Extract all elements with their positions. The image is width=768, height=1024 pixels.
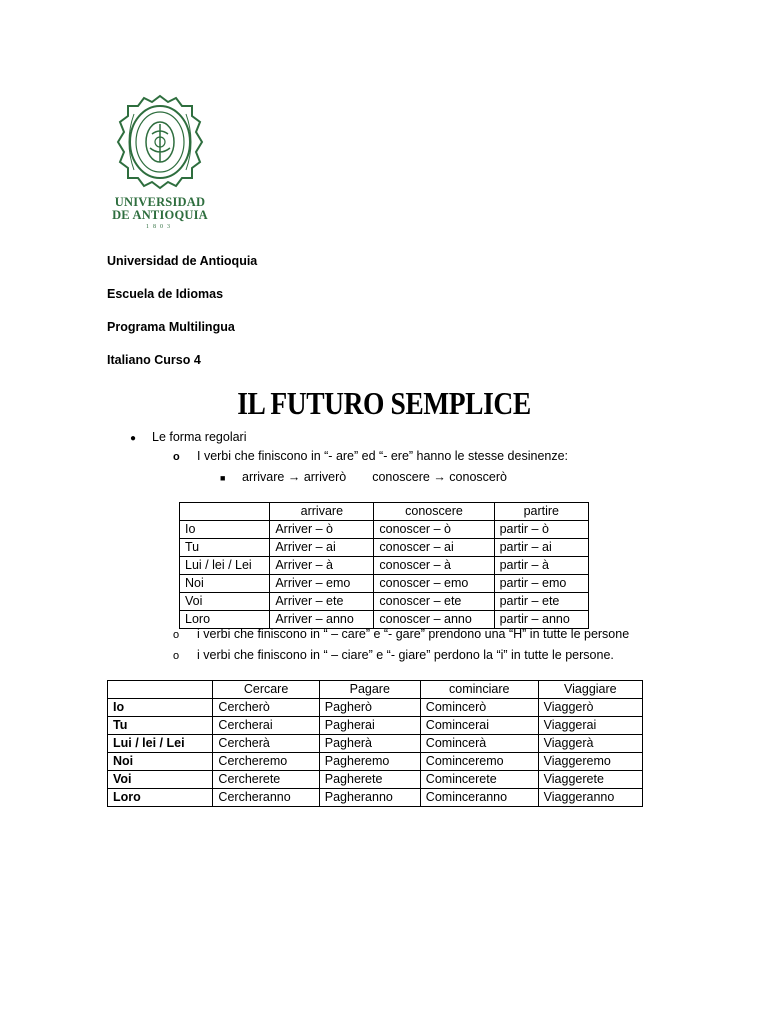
table-header-cell: arrivare	[270, 503, 374, 521]
table-cell: Viaggerò	[538, 699, 642, 717]
table-row	[108, 789, 643, 807]
note-ciare-giare	[173, 648, 614, 662]
bullet-square-icon: ■	[220, 473, 226, 483]
table-cell: Viaggeremo	[538, 753, 642, 771]
table-row	[180, 575, 589, 593]
table-cell: Pagherete	[319, 771, 420, 789]
pronoun-cell: Voi	[180, 593, 270, 611]
table-cell: Arriver – ò	[270, 521, 374, 539]
table-row	[108, 753, 643, 771]
table-cell: Cercherò	[213, 699, 319, 717]
table-header-row	[180, 503, 589, 521]
bullet-level3	[220, 470, 507, 484]
table-row	[180, 557, 589, 575]
table-header-cell	[108, 681, 213, 699]
bullet-level1-text: Le forma regolari	[152, 430, 247, 444]
pronoun-cell: Io	[180, 521, 270, 539]
table-cell: Cominceranno	[420, 789, 538, 807]
pronoun-cell: Loro	[108, 789, 213, 807]
table-row	[108, 717, 643, 735]
pronoun-cell: Noi	[108, 753, 213, 771]
table-cell: Arriver – emo	[270, 575, 374, 593]
pronoun-cell: Loro	[180, 611, 270, 629]
page-title: IL FUTURO SEMPLICE	[237, 385, 531, 421]
bullet-dot-icon: ●	[130, 433, 137, 444]
table-cell: conoscer – à	[374, 557, 494, 575]
university-seal-icon	[104, 92, 216, 192]
logo-text-line1: UNIVERSIDAD	[114, 195, 206, 209]
pronoun-cell: Tu	[108, 717, 213, 735]
table-cell: Comincerete	[420, 771, 538, 789]
bullet-circle-icon: o	[173, 629, 180, 641]
header-program: Programa Multilingua	[107, 320, 235, 334]
table-cell: Cercherete	[213, 771, 319, 789]
header-course: Italiano Curso 4	[107, 353, 201, 367]
pronoun-cell: Lui / lei / Lei	[180, 557, 270, 575]
table-row	[180, 539, 589, 557]
table-cell: partir – à	[494, 557, 588, 575]
table-header-cell: Cercare	[213, 681, 319, 699]
table-cell: Pagheranno	[319, 789, 420, 807]
pronoun-cell: Noi	[180, 575, 270, 593]
table-cell: conoscer – ai	[374, 539, 494, 557]
table-header-cell: Viaggiare	[538, 681, 642, 699]
note-care-gare-text: i verbi che finiscono in “ – care” e “- gare” prendono una “H” in tutte le persone	[197, 627, 630, 641]
table-cell: Viaggerete	[538, 771, 642, 789]
table-cell: conoscer – ete	[374, 593, 494, 611]
spelling-change-verbs-table	[107, 680, 643, 807]
table-cell: partir – emo	[494, 575, 588, 593]
table-cell: Pagheremo	[319, 753, 420, 771]
table-cell: Viaggeranno	[538, 789, 642, 807]
pronoun-cell: Tu	[180, 539, 270, 557]
example-conoscere: conoscere → conoscerò	[372, 470, 507, 484]
logo-text-line2: DE ANTIOQUIA	[112, 208, 208, 222]
table-cell: Pagherò	[319, 699, 420, 717]
table-cell: partir – anno	[494, 611, 588, 629]
table-header-cell: partire	[494, 503, 588, 521]
table-cell: Arriver – ai	[270, 539, 374, 557]
table-cell: Cercherai	[213, 717, 319, 735]
bullet-level2	[173, 449, 568, 463]
regular-verbs-table	[179, 502, 589, 629]
table-cell: Viaggerai	[538, 717, 642, 735]
header-university: Universidad de Antioquia	[107, 254, 258, 268]
pronoun-cell: Lui / lei / Lei	[108, 735, 213, 753]
table-cell: Cercherà	[213, 735, 319, 753]
pronoun-cell: Io	[108, 699, 213, 717]
example-arrivare: arrivare → arriverò	[242, 470, 347, 484]
bullet-level2-text: I verbi che finiscono in “- are” ed “- ere” hanno le stesse desinenze:	[197, 449, 569, 463]
table-cell: Pagherà	[319, 735, 420, 753]
table-cell: conoscer – ò	[374, 521, 494, 539]
header-school: Escuela de Idiomas	[107, 287, 224, 301]
pronoun-cell: Voi	[108, 771, 213, 789]
table-cell: Viaggerà	[538, 735, 642, 753]
table-cell: Arriver – anno	[270, 611, 374, 629]
table-row	[108, 699, 643, 717]
table-row	[108, 735, 643, 753]
bullet-level1	[130, 430, 247, 444]
table-cell: conoscer – anno	[374, 611, 494, 629]
note-care-gare	[173, 627, 629, 641]
table-header-cell	[180, 503, 270, 521]
table-cell: Comincerai	[420, 717, 538, 735]
table-cell: partir – ete	[494, 593, 588, 611]
table-cell: partir – ò	[494, 521, 588, 539]
table-cell: Arriver – à	[270, 557, 374, 575]
table-cell: Cercheranno	[213, 789, 319, 807]
table-header-cell: conoscere	[374, 503, 494, 521]
table-cell: partir – ai	[494, 539, 588, 557]
table-cell: Comincerò	[420, 699, 538, 717]
bullet-circle-icon: o	[173, 451, 180, 463]
table-cell: Arriver – ete	[270, 593, 374, 611]
table-cell: conoscer – emo	[374, 575, 494, 593]
table-header-cell: cominciare	[420, 681, 538, 699]
note-ciare-giare-text: i verbi che finiscono in “ – ciare” e “- giare” perdono la “i” in tutte le persone.	[197, 648, 614, 662]
table-cell: Cominceremo	[420, 753, 538, 771]
bullet-circle-icon: o	[173, 650, 180, 662]
logo-year: 1803	[146, 224, 174, 230]
university-logo	[104, 92, 216, 234]
table-cell: Cercheremo	[213, 753, 319, 771]
table-row	[108, 771, 643, 789]
table-row	[180, 611, 589, 629]
table-cell: Comincerà	[420, 735, 538, 753]
table-row	[180, 593, 589, 611]
table-row	[180, 521, 589, 539]
table-header-cell: Pagare	[319, 681, 420, 699]
table-header-row	[108, 681, 643, 699]
table-cell: Pagherai	[319, 717, 420, 735]
